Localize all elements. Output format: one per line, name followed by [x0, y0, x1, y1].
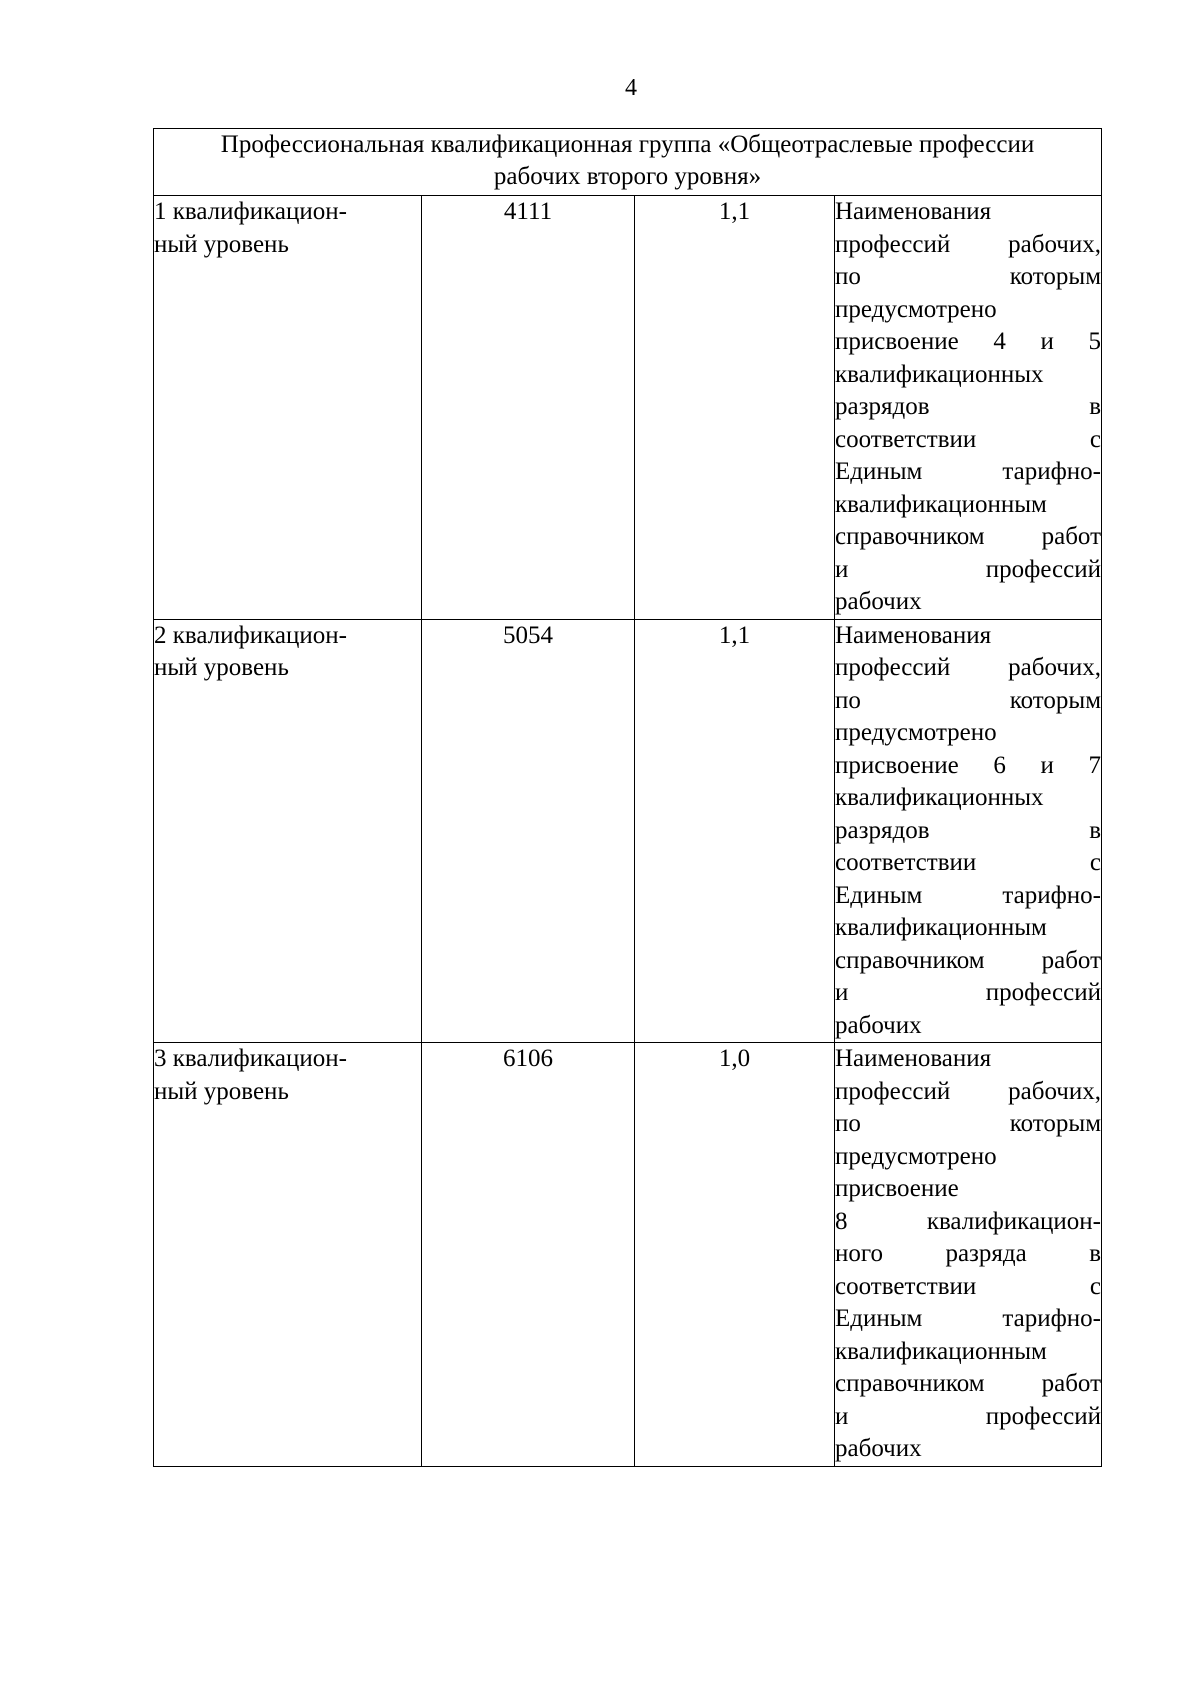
description-line: Наименования — [835, 1045, 992, 1072]
description-line: Единым тарифно- — [835, 1305, 1102, 1332]
description-line: рабочих — [835, 1011, 922, 1039]
description-line: справочником работ — [835, 523, 1102, 550]
description-cell — [835, 619, 1102, 1043]
description-line: соответствии с — [835, 1272, 1102, 1300]
description-line: Единым тарифно- — [835, 881, 1102, 909]
coefficient-cell: 1,1 — [635, 619, 835, 1043]
table-row — [154, 619, 1102, 1043]
level-text-line: ный уровень — [154, 1077, 289, 1105]
description-line: квалификационным — [835, 490, 1047, 518]
level-text-line: 3 квалификацион- — [154, 1045, 347, 1072]
description-line: соответствии с — [835, 849, 1102, 876]
description-line: предусмотрено — [835, 719, 997, 746]
description-line: предусмотрено — [835, 295, 997, 323]
group-header-cell — [154, 129, 1102, 196]
description-line: справочником работ — [835, 946, 1102, 974]
description-line: Единым тарифно- — [835, 458, 1102, 485]
code-cell: 5054 — [422, 619, 635, 1043]
group-header-row — [154, 129, 1102, 196]
coefficient-cell: 1,1 — [635, 196, 835, 620]
description-line: присвоение 4 и 5 — [835, 328, 1102, 355]
description-line: ного разряда в — [835, 1240, 1102, 1267]
level-cell — [154, 196, 422, 620]
description-line: и профессий — [835, 1402, 1102, 1430]
description-line: рабочих — [835, 588, 922, 615]
description-line: Наименования — [835, 198, 992, 225]
qualification-table — [153, 128, 1102, 1467]
page-number: 4 — [625, 75, 637, 101]
description-line: квалификационным — [835, 914, 1047, 941]
table-row — [154, 196, 1102, 620]
description-line: и профессий — [835, 979, 1102, 1006]
description-line: профессий рабочих, — [835, 1077, 1102, 1105]
description-line: 8 квалификацион- — [835, 1207, 1102, 1235]
table-row — [154, 1043, 1102, 1467]
description-line: и профессий — [835, 555, 1102, 583]
description-line: разрядов в — [835, 393, 1102, 420]
level-text-line: ный уровень — [154, 654, 289, 681]
level-cell — [154, 619, 422, 1043]
code-cell: 4111 — [422, 196, 635, 620]
description-line: квалификационных — [835, 784, 1044, 811]
description-line: Наименования — [835, 621, 992, 649]
description-line: разрядов в — [835, 816, 1102, 844]
level-text-line: 2 квалификацион- — [154, 621, 347, 649]
description-line: профессий рабочих, — [835, 230, 1102, 258]
description-line: соответствии с — [835, 425, 1102, 453]
description-line: по которым — [835, 686, 1102, 714]
description-cell — [835, 196, 1102, 620]
description-line: квалификационным — [835, 1337, 1047, 1365]
description-line: присвоение — [835, 1175, 959, 1202]
description-line: предусмотрено — [835, 1142, 997, 1170]
group-header-line-2: рабочих второго уровня» — [493, 163, 762, 190]
description-line: профессий рабочих, — [835, 654, 1102, 681]
description-line: рабочих — [835, 1435, 922, 1462]
description-line: присвоение 6 и 7 — [835, 751, 1102, 779]
group-header-line-1: Профессиональная квалификационная группа «Общеотраслевые профессии — [220, 131, 1035, 158]
coefficient-cell: 1,0 — [635, 1043, 835, 1467]
description-line: по которым — [835, 263, 1102, 290]
description-line: квалификационных — [835, 360, 1044, 388]
level-cell — [154, 1043, 422, 1467]
description-cell — [835, 1043, 1102, 1467]
description-line: справочником работ — [835, 1370, 1102, 1397]
code-cell: 6106 — [422, 1043, 635, 1467]
level-text-line: ный уровень — [154, 230, 289, 258]
level-text-line: 1 квалификацион- — [154, 198, 347, 225]
description-line: по которым — [835, 1110, 1102, 1137]
